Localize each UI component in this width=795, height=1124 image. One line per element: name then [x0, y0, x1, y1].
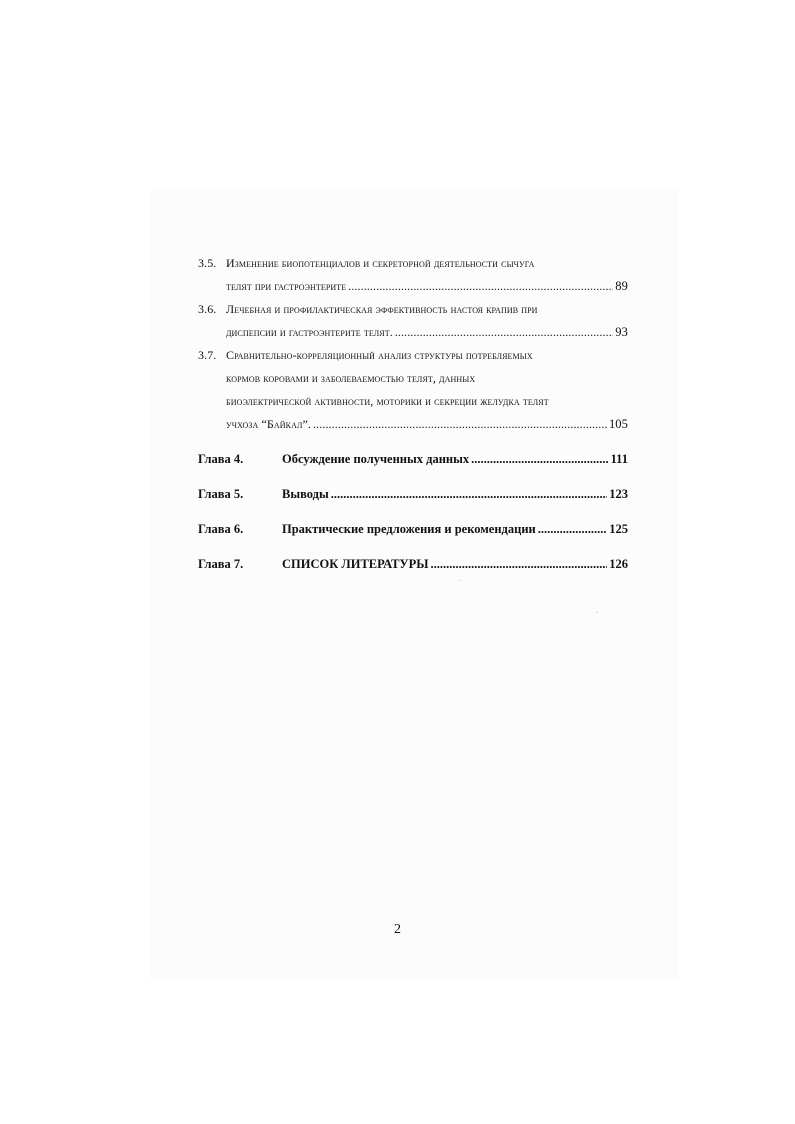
- dot-leader: [348, 275, 613, 298]
- toc-page-number: 111: [610, 452, 628, 466]
- toc-page-number: 125: [609, 522, 628, 536]
- scan-speck: [459, 580, 461, 581]
- toc-chapter-label: Глава 4.: [198, 452, 244, 466]
- toc-entry-3-7: [198, 344, 628, 436]
- toc-page-number: 126: [609, 557, 628, 571]
- toc-chapter-heading: [198, 553, 429, 576]
- toc-chapter-7: [198, 553, 628, 576]
- toc-entry-last-line: [198, 413, 628, 436]
- toc-entry-title-line: телят при гастроэнтерите: [226, 279, 347, 293]
- toc-chapter-label: Глава 5.: [198, 487, 244, 501]
- toc-entry-number: 3.6.: [198, 302, 217, 316]
- toc-entry-title-line: диспепсии и гастроэнтерите телят.: [226, 325, 393, 339]
- toc-entry-3-6: [198, 298, 628, 344]
- page-number: 2: [394, 922, 401, 937]
- toc-entry-number: 3.7.: [198, 348, 217, 362]
- toc-chapter-heading: [198, 518, 536, 541]
- toc-entry-title-line: кормов коровами и заболеваемостью телят, данных: [226, 371, 476, 385]
- dot-leader: [331, 483, 608, 506]
- toc-page-number: 105: [608, 417, 628, 431]
- table-of-contents: [198, 252, 628, 576]
- toc-chapter-label: Глава 7.: [198, 557, 244, 571]
- toc-chapter-6: [198, 518, 628, 541]
- toc-page-number: 93: [615, 325, 628, 339]
- dot-leader: [395, 321, 613, 344]
- toc-entry-title-line: учхоза “Байкал”.: [226, 417, 312, 431]
- toc-chapter-title: Обсуждение полученных данных: [282, 452, 470, 466]
- toc-entry-title-line: Сравнительно-корреляционный анализ структуры потребляемых: [226, 348, 533, 362]
- toc-page-number: 123: [609, 487, 628, 501]
- dot-leader: [538, 518, 608, 541]
- toc-entry-title-line: биоэлектрической активности, моторики и секреции желудка телят: [226, 394, 549, 408]
- toc-entry-first-line: [198, 252, 628, 275]
- toc-entry-first-line: [198, 298, 628, 321]
- scan-speck: [596, 612, 598, 613]
- toc-entry-title-line: Лечебная и профилактическая эффективность настоя крапив при: [226, 302, 538, 316]
- toc-chapter-label: Глава 6.: [198, 522, 244, 536]
- dot-leader: [471, 448, 608, 471]
- toc-page-number: 89: [615, 279, 628, 293]
- toc-entry-3-5: [198, 252, 628, 298]
- toc-entry-number: 3.5.: [198, 256, 217, 270]
- toc-chapter-heading: [198, 483, 329, 506]
- toc-entry-title-line: Изменение биопотенциалов и секреторной деятельности сычуга: [226, 256, 535, 270]
- toc-chapter-5: [198, 483, 628, 506]
- toc-entry-last-line: [198, 321, 628, 344]
- dot-leader: [431, 553, 608, 576]
- toc-entry-first-line: [198, 344, 628, 367]
- toc-chapter-title: Практические предложения и рекомендации: [282, 522, 536, 536]
- toc-chapter-heading: [198, 448, 469, 471]
- toc-entry-last-line: [198, 275, 628, 298]
- toc-chapter-title: СПИСОК ЛИТЕРАТУРЫ: [282, 557, 429, 571]
- toc-chapter-title: Выводы: [282, 487, 329, 501]
- dot-leader: [313, 413, 607, 436]
- toc-chapter-4: [198, 448, 628, 471]
